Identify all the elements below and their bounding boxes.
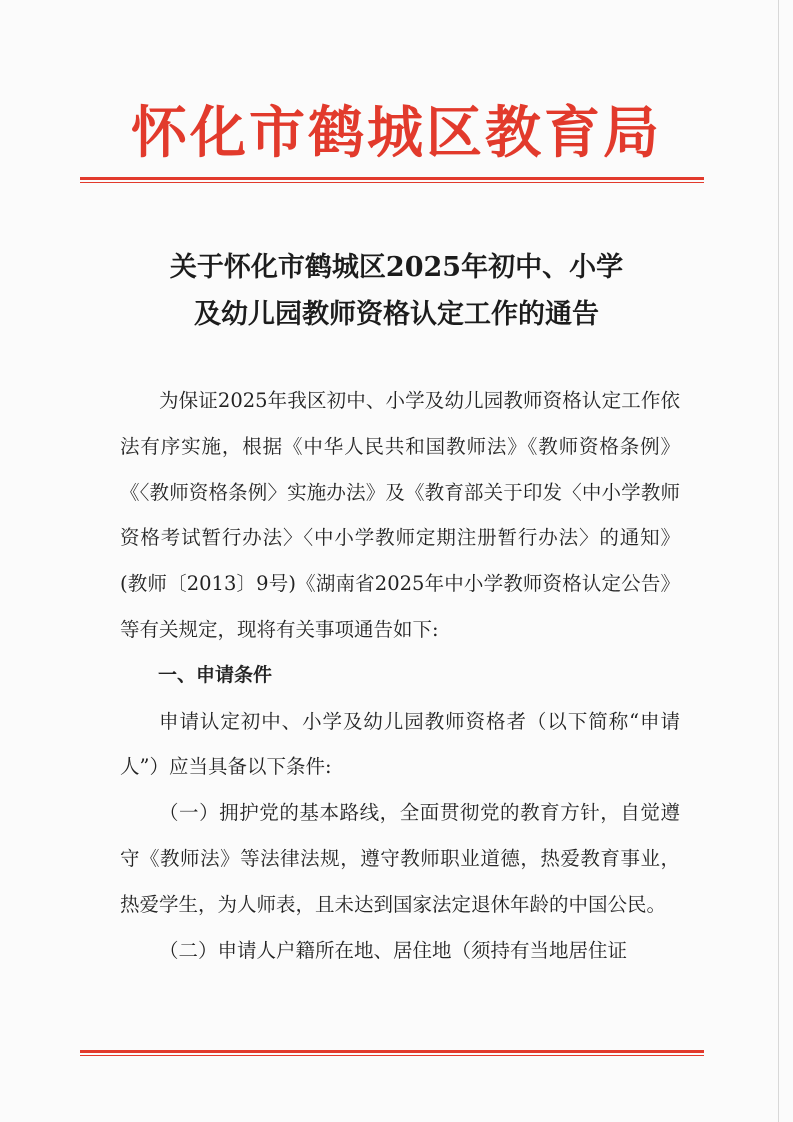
- notice-body: [120, 378, 680, 973]
- page-edge-line: [778, 0, 779, 1122]
- notice-title-line2: 及幼儿园教师资格认定工作的通告: [194, 299, 599, 330]
- condition-item-2: （二）申请人户籍所在地、居住地（须持有当地居住证: [159, 938, 628, 962]
- section-heading-conditions: 一、申请条件: [158, 663, 273, 686]
- header-rule-thin: [80, 182, 704, 183]
- notice-title-line1: 关于怀化市鹤城区2025年初中、小学: [169, 252, 624, 283]
- intro-paragraph: 为保证2025年我区初中、小学及幼儿园教师资格认定工作依法有序实施，根据《中华人民共和国教师法》《教师资格条例》《〈教师资格条例〉实施办法》及《教育部关于印发〈中小学教师资格考试暂行办法〉〈中小学教师定期注册暂行办法〉的通知》(教师〔2013〕9号)《湖南省2025年中小学教师资格认定公告》等有关规定，现将有关事项通告如下:: [120, 389, 680, 641]
- section1-intro-paragraph: 申请认定初中、小学及幼儿园教师资格者（以下简称“申请人”）应当具备以下条件:: [120, 709, 680, 779]
- condition-item-1: （一）拥护党的基本路线，全面贯彻党的教育方针，自觉遵守《教师法》等法律法规，遵守教师职业道德，热爱教育事业，热爱学生，为人师表，且未达到国家法定退休年龄的中国公民。: [120, 801, 680, 916]
- footer-rule-thick: [80, 1050, 704, 1053]
- header-red-rule: [80, 177, 704, 183]
- footer-red-rule: [80, 1050, 704, 1056]
- org-header-title: 怀化市鹤城区教育局: [131, 100, 662, 166]
- footer-rule-thin: [80, 1055, 704, 1056]
- header-rule-thick: [80, 177, 704, 180]
